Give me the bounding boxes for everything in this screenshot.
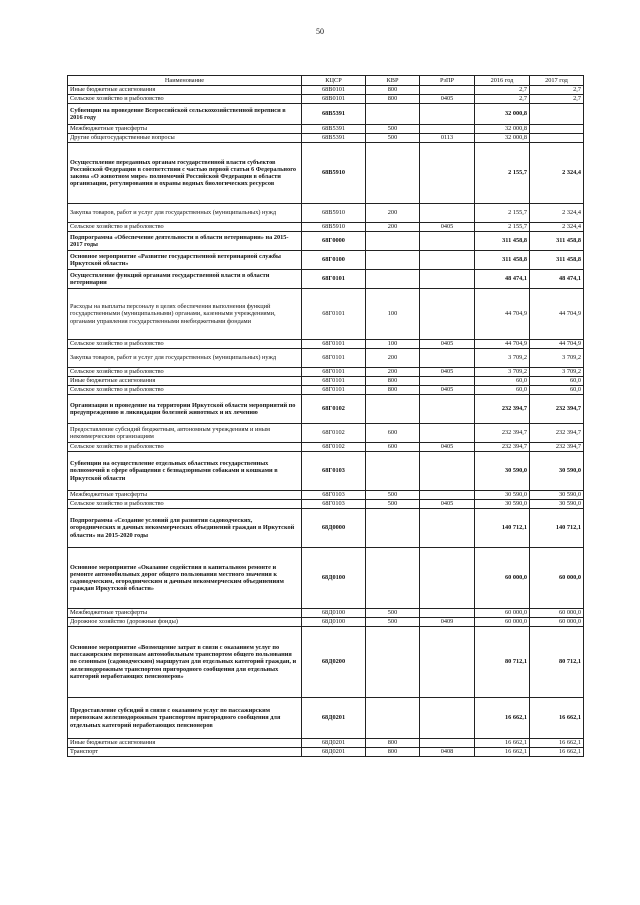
cell-kcsr: 68Д0200 bbox=[302, 627, 366, 698]
cell-2016: 32 000,8 bbox=[475, 134, 530, 143]
cell-2017: 2 324,4 bbox=[530, 223, 584, 232]
cell-kvr: 600 bbox=[366, 424, 420, 443]
cell-kvr bbox=[366, 627, 420, 698]
cell-kcsr: 68В0101 bbox=[302, 95, 366, 104]
cell-2016: 30 590,0 bbox=[475, 500, 530, 509]
header-kcsr: КЦСР bbox=[302, 76, 366, 86]
cell-2017: 2 324,4 bbox=[530, 143, 584, 204]
cell-kvr: 500 bbox=[366, 609, 420, 618]
cell-2017: 232 394,7 bbox=[530, 443, 584, 452]
cell-rzpr bbox=[420, 739, 475, 748]
cell-rzpr bbox=[420, 232, 475, 251]
cell-kcsr: 68Г0101 bbox=[302, 377, 366, 386]
table-row bbox=[68, 86, 584, 95]
cell-2016: 2 155,7 bbox=[475, 204, 530, 223]
cell-2017: 16 662,1 bbox=[530, 748, 584, 757]
table-row bbox=[68, 748, 584, 757]
cell-2016: 60,0 bbox=[475, 386, 530, 395]
cell-kvr: 600 bbox=[366, 443, 420, 452]
cell-2016: 311 458,8 bbox=[475, 232, 530, 251]
cell-kcsr: 68Г0102 bbox=[302, 424, 366, 443]
cell-2017: 232 394,7 bbox=[530, 395, 584, 424]
header-name: Наименование bbox=[68, 76, 302, 86]
table-row bbox=[68, 340, 584, 349]
cell-kcsr: 68Д0000 bbox=[302, 509, 366, 548]
cell-2016: 60 000,0 bbox=[475, 548, 530, 609]
cell-name: Расходы на выплаты персоналу в целях обеспечения выполнения функций государственными (муниципальными) органами, казенными учреждениями, органами управления государственными внебюджетными фондами bbox=[68, 289, 302, 340]
cell-2016: 30 590,0 bbox=[475, 452, 530, 491]
table-row bbox=[68, 739, 584, 748]
cell-kvr: 800 bbox=[366, 377, 420, 386]
cell-2016: 16 662,1 bbox=[475, 739, 530, 748]
cell-rzpr bbox=[420, 204, 475, 223]
cell-name: Иные бюджетные ассигнования bbox=[68, 739, 302, 748]
cell-name: Межбюджетные трансферты bbox=[68, 609, 302, 618]
cell-2016: 44 704,9 bbox=[475, 340, 530, 349]
cell-rzpr bbox=[420, 104, 475, 125]
cell-name: Подпрограмма «Создание условий для развития садоводческих, огороднических и дачных некоммерческих объединений граждан в Иркутской области» на 2015-2020 годы bbox=[68, 509, 302, 548]
cell-kvr bbox=[366, 509, 420, 548]
table-row bbox=[68, 134, 584, 143]
cell-kcsr: 68Г0103 bbox=[302, 452, 366, 491]
cell-kvr bbox=[366, 548, 420, 609]
cell-kcsr: 68Г0101 bbox=[302, 340, 366, 349]
cell-name: Закупка товаров, работ и услуг для государственных (муниципальных) нужд bbox=[68, 349, 302, 368]
cell-2016: 32 000,8 bbox=[475, 104, 530, 125]
cell-2017: 3 709,2 bbox=[530, 368, 584, 377]
cell-kcsr: 68Г0101 bbox=[302, 270, 366, 289]
cell-name: Подпрограмма «Обеспечение деятельности в области ветеринарии» на 2015-2017 годы bbox=[68, 232, 302, 251]
cell-name: Межбюджетные трансферты bbox=[68, 125, 302, 134]
table-row bbox=[68, 509, 584, 548]
cell-kcsr: 68В5910 bbox=[302, 143, 366, 204]
cell-2016: 2 155,7 bbox=[475, 143, 530, 204]
table-row bbox=[68, 627, 584, 698]
cell-2016: 60 000,0 bbox=[475, 618, 530, 627]
cell-2017: 3 709,2 bbox=[530, 349, 584, 368]
cell-name: Субвенции на проведение Всероссийской сельскохозяйственной переписи в 2016 году bbox=[68, 104, 302, 125]
cell-2017: 44 704,9 bbox=[530, 340, 584, 349]
cell-name: Сельское хозяйство и рыболовство bbox=[68, 386, 302, 395]
cell-2016: 32 000,8 bbox=[475, 125, 530, 134]
cell-kcsr: 68Г0101 bbox=[302, 386, 366, 395]
cell-name: Субвенции на осуществление отдельных областных государственных полномочий в сфере обращения с безнадзорными собаками и кошками в Иркутской области bbox=[68, 452, 302, 491]
cell-rzpr: 0408 bbox=[420, 748, 475, 757]
table-row bbox=[68, 95, 584, 104]
cell-2016: 140 712,1 bbox=[475, 509, 530, 548]
table-row bbox=[68, 223, 584, 232]
cell-rzpr: 0405 bbox=[420, 368, 475, 377]
cell-2016: 311 458,8 bbox=[475, 251, 530, 270]
cell-name: Осуществление функций органами государственной власти в области ветеринарии bbox=[68, 270, 302, 289]
cell-rzpr bbox=[420, 349, 475, 368]
cell-2017: 311 458,8 bbox=[530, 251, 584, 270]
cell-kvr: 800 bbox=[366, 748, 420, 757]
cell-rzpr: 0405 bbox=[420, 223, 475, 232]
cell-2017: 30 590,0 bbox=[530, 500, 584, 509]
budget-table bbox=[67, 75, 584, 757]
cell-kcsr: 68В5910 bbox=[302, 204, 366, 223]
cell-2017: 48 474,1 bbox=[530, 270, 584, 289]
cell-name: Сельское хозяйство и рыболовство bbox=[68, 95, 302, 104]
table-row bbox=[68, 125, 584, 134]
table-row bbox=[68, 609, 584, 618]
cell-kvr bbox=[366, 251, 420, 270]
cell-2016: 16 662,1 bbox=[475, 698, 530, 739]
cell-kcsr: 68Г0102 bbox=[302, 395, 366, 424]
cell-rzpr bbox=[420, 270, 475, 289]
cell-rzpr: 0405 bbox=[420, 500, 475, 509]
cell-kcsr: 68Д0100 bbox=[302, 609, 366, 618]
table-row bbox=[68, 500, 584, 509]
table-row bbox=[68, 443, 584, 452]
table-row bbox=[68, 270, 584, 289]
header-2016: 2016 год bbox=[475, 76, 530, 86]
cell-2017: 60 000,0 bbox=[530, 618, 584, 627]
cell-2017: 2 324,4 bbox=[530, 204, 584, 223]
page-number: 50 bbox=[316, 27, 324, 36]
cell-rzpr bbox=[420, 452, 475, 491]
cell-kvr bbox=[366, 232, 420, 251]
cell-rzpr: 0405 bbox=[420, 443, 475, 452]
cell-kvr bbox=[366, 143, 420, 204]
cell-name: Предоставление субсидий в связи с оказанием услуг по пассажирским перевозкам железнодорожным транспортом пригородного сообщения для отдельных категорий неработающих пенсионеров bbox=[68, 698, 302, 739]
table-row bbox=[68, 491, 584, 500]
table-row bbox=[68, 618, 584, 627]
cell-name: Основное мероприятие «Возмещение затрат в связи с оказанием услуг по пассажирским перевозкам автомобильным транспортом общего пользования по сезонным (садоводческим) маршрутам для отдельных категорий граждан, и железнодорожным транспортом пригородного сообщения для отдельных категорий неработающих пенсионеров» bbox=[68, 627, 302, 698]
cell-kcsr: 68Г0103 bbox=[302, 500, 366, 509]
cell-2017: 80 712,1 bbox=[530, 627, 584, 698]
cell-2017: 16 662,1 bbox=[530, 739, 584, 748]
table-row bbox=[68, 232, 584, 251]
table-row bbox=[68, 251, 584, 270]
cell-name: Основное мероприятие «Развитие государственной ветеринарной службы Иркутской области» bbox=[68, 251, 302, 270]
cell-2016: 48 474,1 bbox=[475, 270, 530, 289]
cell-kvr: 500 bbox=[366, 618, 420, 627]
cell-2017 bbox=[530, 134, 584, 143]
cell-2016: 232 394,7 bbox=[475, 424, 530, 443]
cell-name: Организация и проведение на территории Иркутской области мероприятий по предупреждению и ликвидации болезней животных и их лечению bbox=[68, 395, 302, 424]
cell-kvr: 200 bbox=[366, 368, 420, 377]
cell-rzpr bbox=[420, 509, 475, 548]
cell-kcsr: 68Г0101 bbox=[302, 289, 366, 340]
cell-name: Сельское хозяйство и рыболовство bbox=[68, 223, 302, 232]
cell-2017 bbox=[530, 125, 584, 134]
table-row bbox=[68, 698, 584, 739]
cell-2016: 16 662,1 bbox=[475, 748, 530, 757]
cell-rzpr bbox=[420, 395, 475, 424]
cell-rzpr: 0405 bbox=[420, 340, 475, 349]
cell-2017: 44 704,9 bbox=[530, 289, 584, 340]
cell-kvr: 100 bbox=[366, 289, 420, 340]
cell-2017: 2,7 bbox=[530, 95, 584, 104]
cell-rzpr bbox=[420, 289, 475, 340]
cell-kvr: 100 bbox=[366, 340, 420, 349]
header-rzpr: РзПР bbox=[420, 76, 475, 86]
cell-2016: 3 709,2 bbox=[475, 349, 530, 368]
cell-2016: 60,0 bbox=[475, 377, 530, 386]
cell-rzpr: 0113 bbox=[420, 134, 475, 143]
cell-rzpr bbox=[420, 424, 475, 443]
cell-2017: 30 590,0 bbox=[530, 491, 584, 500]
table-row bbox=[68, 548, 584, 609]
cell-kcsr: 68Д0201 bbox=[302, 748, 366, 757]
table-header-row bbox=[68, 76, 584, 86]
cell-rzpr bbox=[420, 377, 475, 386]
cell-name: Осуществление переданных органам государственной власти субъектов Российской Федерации в соответствии с частью первой статьи 6 Федерального закона «О животном мире» полномочий Российской Федерации в области организации, регулирования и охраны водных биологических ресурсов bbox=[68, 143, 302, 204]
cell-2017: 30 590,0 bbox=[530, 452, 584, 491]
cell-2016: 3 709,2 bbox=[475, 368, 530, 377]
cell-kvr: 500 bbox=[366, 134, 420, 143]
cell-2016: 232 394,7 bbox=[475, 395, 530, 424]
cell-rzpr bbox=[420, 627, 475, 698]
cell-rzpr: 0405 bbox=[420, 95, 475, 104]
cell-2016: 232 394,7 bbox=[475, 443, 530, 452]
cell-name: Иные бюджетные ассигнования bbox=[68, 377, 302, 386]
table-row bbox=[68, 424, 584, 443]
cell-2017: 60 000,0 bbox=[530, 548, 584, 609]
cell-kcsr: 68В5391 bbox=[302, 104, 366, 125]
cell-kcsr: 68В0101 bbox=[302, 86, 366, 95]
cell-kvr bbox=[366, 452, 420, 491]
cell-kvr bbox=[366, 104, 420, 125]
cell-2016: 2 155,7 bbox=[475, 223, 530, 232]
cell-name: Предоставление субсидий бюджетным, автономным учреждениям и иным некоммерческим организациям bbox=[68, 424, 302, 443]
cell-kvr: 500 bbox=[366, 125, 420, 134]
cell-kvr: 800 bbox=[366, 86, 420, 95]
cell-kcsr: 68В5391 bbox=[302, 134, 366, 143]
cell-name: Закупка товаров, работ и услуг для государственных (муниципальных) нужд bbox=[68, 204, 302, 223]
cell-kcsr: 68Г0101 bbox=[302, 368, 366, 377]
cell-kcsr: 68Д0201 bbox=[302, 739, 366, 748]
cell-name: Дорожное хозяйство (дорожные фонды) bbox=[68, 618, 302, 627]
cell-name: Сельское хозяйство и рыболовство bbox=[68, 368, 302, 377]
cell-kvr: 200 bbox=[366, 349, 420, 368]
cell-2017: 60,0 bbox=[530, 377, 584, 386]
cell-rzpr bbox=[420, 548, 475, 609]
cell-rzpr bbox=[420, 86, 475, 95]
cell-2017: 140 712,1 bbox=[530, 509, 584, 548]
cell-kcsr: 68Д0100 bbox=[302, 548, 366, 609]
cell-kvr bbox=[366, 698, 420, 739]
cell-name: Иные бюджетные ассигнования bbox=[68, 86, 302, 95]
cell-name: Сельское хозяйство и рыболовство bbox=[68, 340, 302, 349]
cell-2016: 2,7 bbox=[475, 86, 530, 95]
cell-2017: 60 000,0 bbox=[530, 609, 584, 618]
cell-kvr: 800 bbox=[366, 739, 420, 748]
cell-2017: 232 394,7 bbox=[530, 424, 584, 443]
cell-kvr: 200 bbox=[366, 204, 420, 223]
cell-2016: 44 704,9 bbox=[475, 289, 530, 340]
cell-kvr: 800 bbox=[366, 386, 420, 395]
cell-name: Сельское хозяйство и рыболовство bbox=[68, 500, 302, 509]
table-body bbox=[68, 86, 584, 757]
cell-rzpr bbox=[420, 143, 475, 204]
cell-2016: 30 590,0 bbox=[475, 491, 530, 500]
cell-2016: 80 712,1 bbox=[475, 627, 530, 698]
cell-rzpr bbox=[420, 698, 475, 739]
cell-kcsr: 68В5391 bbox=[302, 125, 366, 134]
cell-kcsr: 68Д0201 bbox=[302, 698, 366, 739]
cell-2016: 60 000,0 bbox=[475, 609, 530, 618]
table-row bbox=[68, 386, 584, 395]
cell-kcsr: 68Г0100 bbox=[302, 251, 366, 270]
cell-2016: 2,7 bbox=[475, 95, 530, 104]
header-kvr: КВР bbox=[366, 76, 420, 86]
table-row bbox=[68, 104, 584, 125]
cell-name: Межбюджетные трансферты bbox=[68, 491, 302, 500]
cell-rzpr: 0405 bbox=[420, 386, 475, 395]
table-row bbox=[68, 377, 584, 386]
cell-2017: 60,0 bbox=[530, 386, 584, 395]
table-row bbox=[68, 204, 584, 223]
cell-name: Транспорт bbox=[68, 748, 302, 757]
cell-rzpr bbox=[420, 125, 475, 134]
cell-rzpr bbox=[420, 609, 475, 618]
table-row bbox=[68, 143, 584, 204]
cell-name: Сельское хозяйство и рыболовство bbox=[68, 443, 302, 452]
cell-name: Основное мероприятие «Оказание содействия в капитальном ремонте и ремонте автомобильных дорог общего пользования местного значения к садоводческим, огородническим и дачным некоммерческим объединениям граждан Иркутской области» bbox=[68, 548, 302, 609]
cell-kvr bbox=[366, 270, 420, 289]
cell-rzpr: 0409 bbox=[420, 618, 475, 627]
table-row bbox=[68, 452, 584, 491]
cell-2017 bbox=[530, 104, 584, 125]
table-row bbox=[68, 368, 584, 377]
cell-kvr: 500 bbox=[366, 491, 420, 500]
cell-2017: 2,7 bbox=[530, 86, 584, 95]
cell-rzpr bbox=[420, 491, 475, 500]
cell-kcsr: 68Г0101 bbox=[302, 349, 366, 368]
cell-2017: 16 662,1 bbox=[530, 698, 584, 739]
cell-kvr: 800 bbox=[366, 95, 420, 104]
cell-kcsr: 68Г0000 bbox=[302, 232, 366, 251]
cell-kvr: 500 bbox=[366, 500, 420, 509]
cell-name: Другие общегосударственные вопросы bbox=[68, 134, 302, 143]
cell-2017: 311 458,8 bbox=[530, 232, 584, 251]
cell-kcsr: 68Д0100 bbox=[302, 618, 366, 627]
cell-kvr: 200 bbox=[366, 223, 420, 232]
cell-rzpr bbox=[420, 251, 475, 270]
cell-kvr bbox=[366, 395, 420, 424]
cell-kcsr: 68Г0103 bbox=[302, 491, 366, 500]
table-row bbox=[68, 349, 584, 368]
cell-kcsr: 68В5910 bbox=[302, 223, 366, 232]
table-row bbox=[68, 395, 584, 424]
header-2017: 2017 год bbox=[530, 76, 584, 86]
table-row bbox=[68, 289, 584, 340]
cell-kcsr: 68Г0102 bbox=[302, 443, 366, 452]
